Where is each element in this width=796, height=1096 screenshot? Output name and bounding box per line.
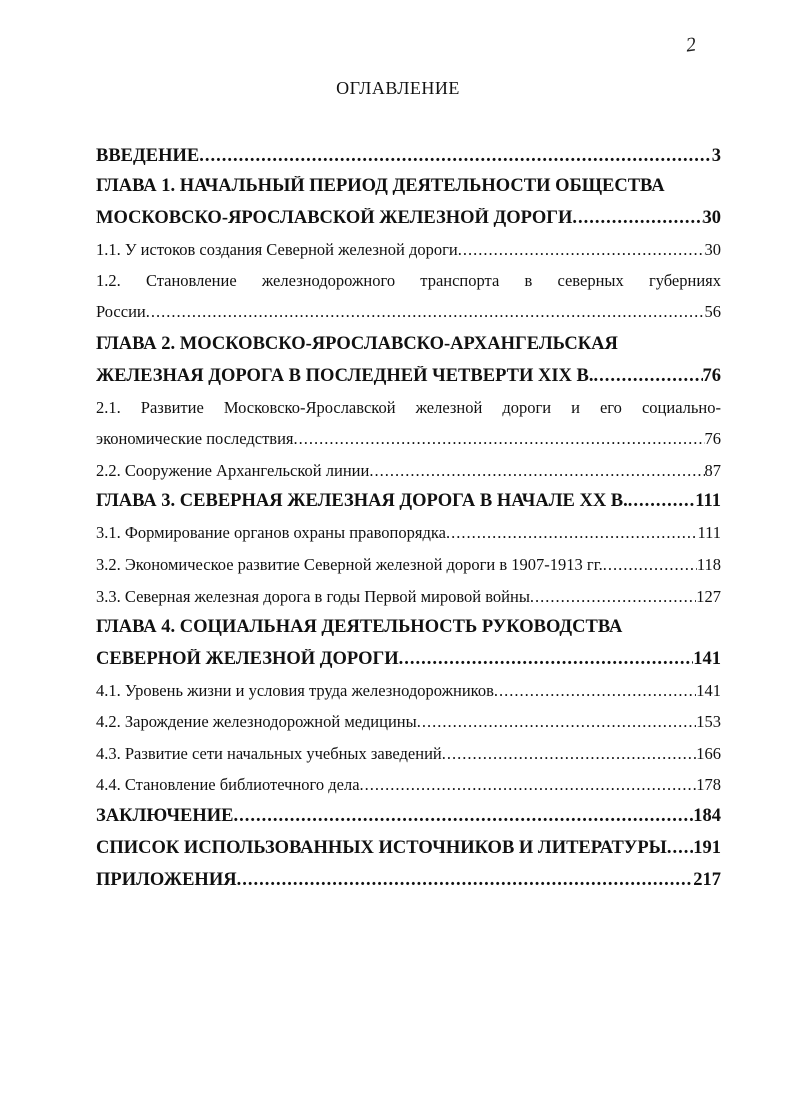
toc-entry-title: 4.3. Развитие сети начальных учебных заведений	[96, 744, 442, 763]
toc-entry-page: 127	[696, 587, 721, 606]
toc-entry-page: 87	[704, 461, 721, 480]
toc-entry-page: 30	[702, 208, 721, 228]
toc-entry-page: 141	[696, 681, 721, 700]
toc-entry-chapter-3	[96, 491, 721, 512]
toc-entry-title: ЗАКЛЮЧЕНИЕ	[96, 806, 234, 826]
dot-leader	[369, 461, 704, 481]
toc-entry-title: СПИСОК ИСПОЛЬЗОВАННЫХ ИСТОЧНИКОВ И ЛИТЕРАТУРЫ	[96, 838, 667, 858]
dot-leader	[146, 302, 705, 322]
dot-leader	[458, 240, 705, 260]
dot-leader	[667, 838, 693, 859]
toc-entry-section-3-1	[96, 523, 721, 543]
toc-entry-title: 2.2. Сооружение Архангельской линии	[96, 461, 370, 480]
dot-leader	[593, 366, 702, 387]
toc-entry-chapter-4-line-2	[96, 649, 721, 670]
toc-entry-page: 30	[704, 240, 721, 259]
toc-entry-section-4-3	[96, 744, 721, 764]
toc-entry-title: 3.1. Формирование органов охраны правопорядка	[96, 523, 446, 542]
toc-entry-page: 76	[704, 429, 721, 448]
toc-entry-page: 111	[695, 491, 721, 511]
toc-entry-page: 166	[696, 744, 721, 763]
dot-leader	[530, 587, 696, 607]
toc-entry-section-1-2-line-2	[96, 302, 721, 322]
toc-entry-page: 184	[693, 806, 721, 826]
page-number: 2	[684, 33, 698, 57]
toc-entry-title: экономические последствия	[96, 429, 294, 448]
dot-leader	[603, 555, 697, 575]
toc-entry-section-2-1-line-1: 2.1. Развитие Московско-Ярославской железной дороги и его социально-	[96, 398, 721, 417]
toc-entry-title: ГЛАВА 4. СОЦИАЛЬНАЯ ДЕЯТЕЛЬНОСТЬ РУКОВОДСТВА	[96, 617, 623, 637]
toc-entry-title: ЖЕЛЕЗНАЯ ДОРОГА В ПОСЛЕДНЕЙ ЧЕТВЕРТИ XIX В.	[96, 366, 594, 386]
toc-entry-title: ПРИЛОЖЕНИЯ	[96, 870, 237, 890]
toc-entry-appendices	[96, 870, 721, 891]
toc-entry-title: СЕВЕРНОЙ ЖЕЛЕЗНОЙ ДОРОГИ	[96, 649, 399, 669]
toc-entry-conclusion	[96, 806, 721, 827]
toc-entry-title: 3.3. Северная железная дорога в годы Первой мировой войны	[96, 587, 530, 606]
toc-entry-title: 4.2. Зарождение железнодорожной медицины	[96, 712, 417, 731]
toc-entry-title: ГЛАВА 2. МОСКОВСКО-ЯРОСЛАВСКО-АРХАНГЕЛЬСКАЯ	[96, 334, 618, 354]
dot-leader	[442, 744, 697, 764]
toc-entry-page: 56	[704, 302, 721, 321]
toc-entry-title: 1.1. У истоков создания Северной железной дороги	[96, 240, 458, 259]
toc-entry-bibliography	[96, 838, 721, 859]
toc-entry-section-4-2	[96, 712, 721, 732]
toc-entry-chapter-2-line-2	[96, 366, 721, 387]
toc-entry-section-4-1	[96, 681, 721, 701]
toc-entry-page: 76	[702, 366, 721, 386]
toc-entry-page: 118	[696, 555, 721, 574]
toc-entry-page: 178	[696, 775, 721, 794]
dot-leader	[446, 523, 698, 543]
toc-entry-page: 111	[697, 523, 721, 542]
toc-entry-chapter-1-line-1	[96, 176, 721, 197]
dot-leader	[360, 775, 697, 795]
toc-entry-section-2-2	[96, 461, 721, 481]
toc-entry-page: 3	[711, 146, 721, 166]
toc-entry-chapter-2-line-1	[96, 334, 721, 355]
toc-entry-title: 3.2. Экономическое развитие Северной железной дороги в 1907-1913 гг.	[96, 555, 603, 574]
toc-entry-section-1-2-line-1: 1.2. Становление железнодорожного транспорта в северных губерниях	[96, 271, 721, 290]
page-title: ОГЛАВЛЕНИЕ	[336, 78, 460, 98]
toc-entry-chapter-4-line-1	[96, 617, 721, 638]
dot-leader	[417, 712, 697, 732]
dot-leader	[237, 870, 694, 891]
toc-entry-introduction	[96, 146, 721, 167]
toc-entry-title: ГЛАВА 3. СЕВЕРНАЯ ЖЕЛЕЗНАЯ ДОРОГА В НАЧАЛЕ XX В.	[96, 491, 628, 511]
toc-entry-title: России	[96, 302, 146, 321]
toc-entry-section-4-4	[96, 775, 721, 795]
toc-entry-title: 4.4. Становление библиотечного дела	[96, 775, 360, 794]
toc-entry-title: ВВЕДЕНИЕ	[96, 146, 200, 166]
toc-entry-page: 153	[696, 712, 721, 731]
toc-entry-page: 191	[693, 838, 721, 858]
toc-entry-title: 4.1. Уровень жизни и условия труда железнодорожников	[96, 681, 494, 700]
toc-entry-section-3-3	[96, 587, 721, 607]
dot-leader	[234, 806, 694, 827]
toc-entry-title: ГЛАВА 1. НАЧАЛЬНЫЙ ПЕРИОД ДЕЯТЕЛЬНОСТИ ОБЩЕСТВА	[96, 176, 665, 196]
toc-entry-chapter-1-line-2	[96, 208, 721, 229]
toc-entry-title: МОСКОВСКО-ЯРОСЛАВСКОЙ ЖЕЛЕЗНОЙ ДОРОГИ	[96, 208, 573, 228]
dot-leader	[628, 491, 696, 512]
dot-leader	[199, 146, 712, 167]
toc-entry-section-1-1	[96, 240, 721, 260]
dot-leader	[294, 429, 705, 449]
dot-leader	[399, 649, 694, 670]
dot-leader	[572, 208, 702, 229]
toc-entry-section-3-2	[96, 555, 721, 575]
toc-entry-page: 217	[693, 870, 721, 890]
dot-leader	[494, 681, 696, 701]
toc-entry-section-2-1-line-2	[96, 429, 721, 449]
toc-entry-page: 141	[693, 649, 721, 669]
